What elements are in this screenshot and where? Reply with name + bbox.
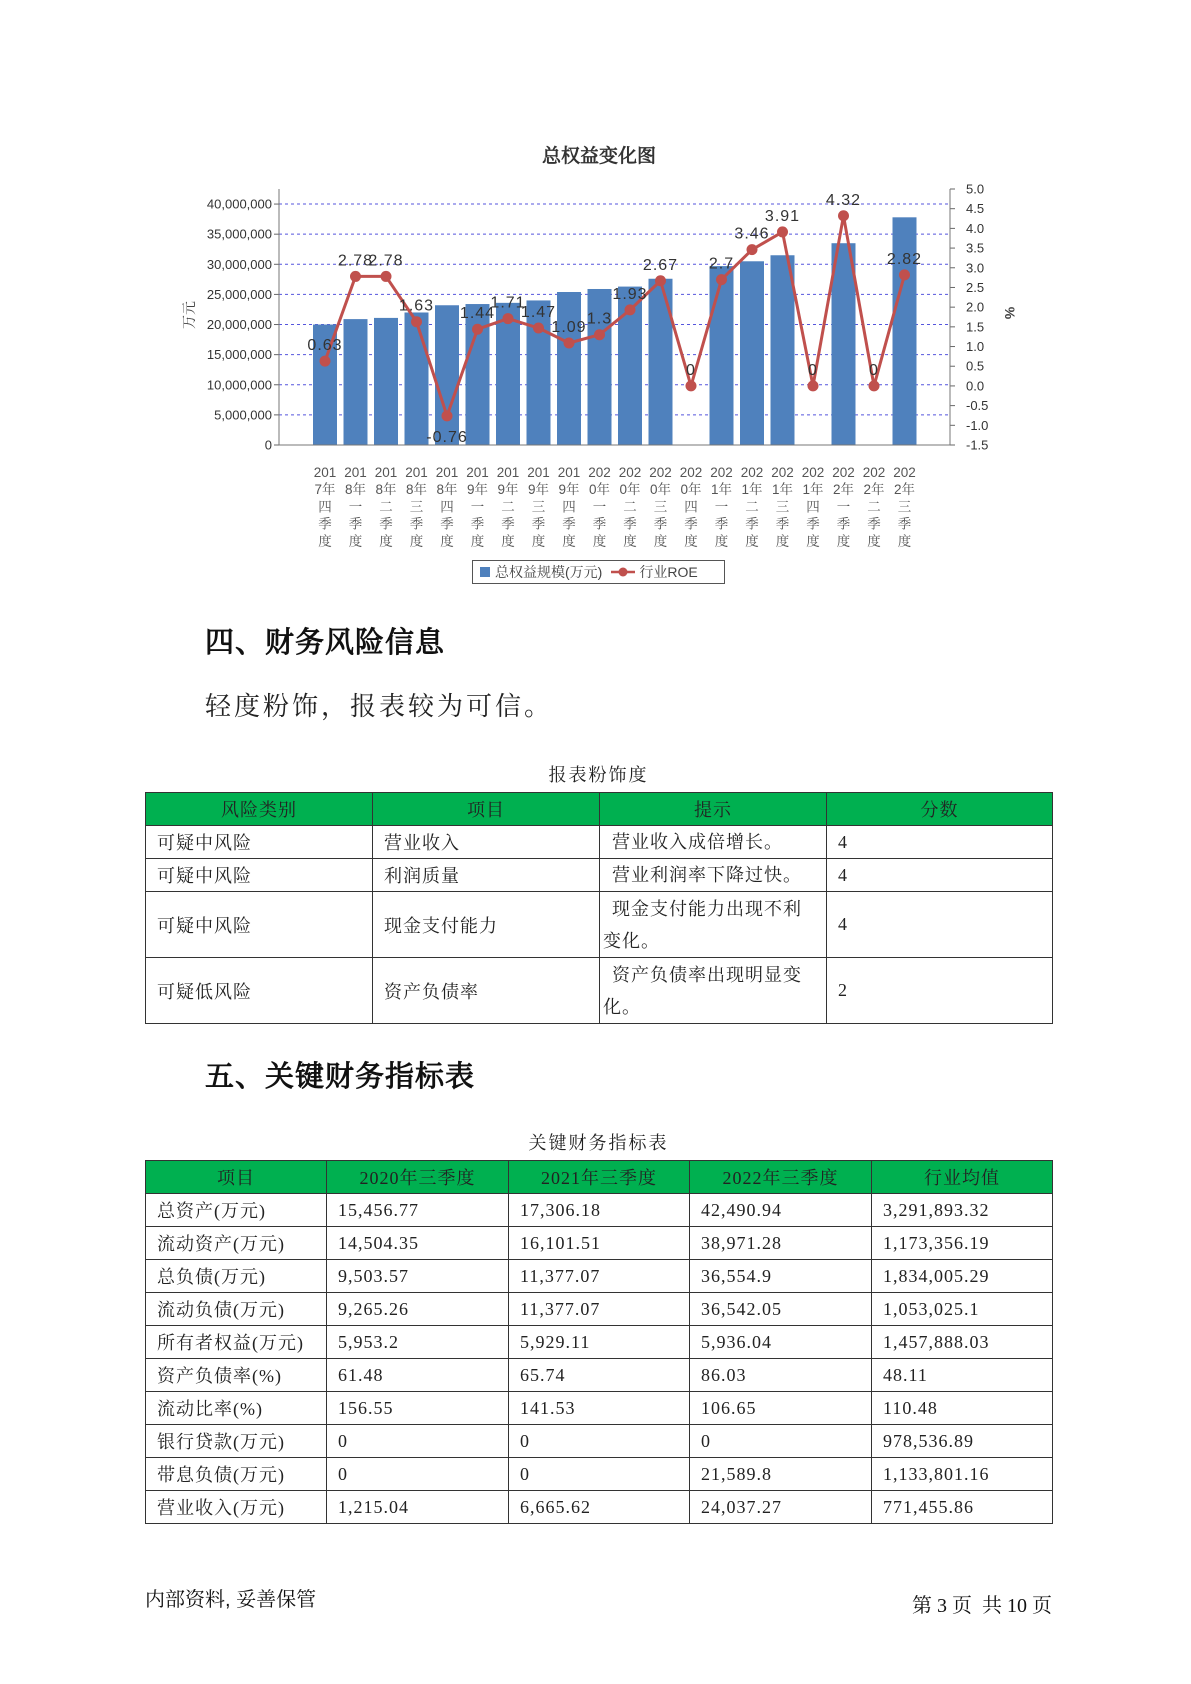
metric-name-cell: 流动比率(%): [146, 1392, 327, 1425]
risk-summary: 轻度粉饰，报表较为可信。: [205, 692, 554, 721]
y2-tick-label: 4.0: [966, 220, 985, 236]
roe-point-10: [594, 329, 605, 340]
roe-label-14: 2.7: [708, 255, 735, 273]
roe-point-20: [899, 269, 910, 280]
x-tick-label: 202 2年二季度: [862, 465, 886, 549]
risk-score-cell: 4: [827, 859, 1053, 892]
roe-label-19: 0: [869, 361, 879, 379]
y2-tick-label: 1.0: [966, 339, 985, 355]
metric-value-cell: 86.03: [690, 1359, 872, 1392]
risk-score-cell: 4: [827, 892, 1053, 958]
y2-tick-label: -1.5: [966, 437, 989, 453]
metric-value-cell: 106.65: [690, 1392, 872, 1425]
roe-point-12: [655, 275, 666, 286]
roe-label-11: 1.93: [612, 285, 648, 303]
roe-point-15: [747, 244, 758, 255]
metric-value-cell: 156.55: [327, 1392, 509, 1425]
y2-axis-title: %: [1002, 306, 1018, 320]
table-header-row: [146, 793, 1053, 826]
metric-value-cell: 36,554.9: [690, 1260, 872, 1293]
metric-value-cell: 6,665.62: [509, 1491, 690, 1524]
risk-category-cell: 可疑低风险: [146, 958, 373, 1024]
metric-value-cell: 14,504.35: [327, 1227, 509, 1260]
chart-data-labels: [307, 192, 922, 446]
metric-value-cell: 5,929.11: [509, 1326, 690, 1359]
roe-label-8: 1.47: [520, 304, 557, 322]
bar-7: [496, 303, 520, 445]
column-header: 项目: [373, 793, 600, 826]
table-row: [146, 1227, 1053, 1260]
y2-tick-label: 2.0: [966, 299, 985, 315]
x-tick-label: 202 1年二季度: [740, 465, 764, 549]
metric-value-cell: 0: [327, 1425, 509, 1458]
metric-value-cell: 5,936.04: [690, 1326, 872, 1359]
table-row: [146, 826, 1053, 859]
risk-table-caption: 报表粉饰度: [548, 765, 649, 785]
roe-point-9: [564, 337, 575, 348]
bar-16: [771, 255, 795, 445]
metric-value-cell: 65.74: [509, 1359, 690, 1392]
roe-label-17: 0: [808, 361, 818, 379]
y-tick-label: 20,000,000: [206, 317, 272, 333]
table-row: [146, 1260, 1053, 1293]
table-row: [146, 1194, 1053, 1227]
roe-point-11: [625, 304, 636, 315]
metric-value-cell: 0: [327, 1458, 509, 1491]
table-row: [146, 859, 1053, 892]
y2-tick-label: 3.0: [966, 260, 985, 276]
metrics-table-caption: 关键财务指标表: [528, 1133, 669, 1153]
table-row: [146, 1392, 1053, 1425]
metric-value-cell: 15,456.77: [327, 1194, 509, 1227]
bar-14: [710, 266, 734, 445]
roe-point-1: [320, 356, 331, 367]
section-heading-risk: 四、财务风险信息: [205, 627, 446, 659]
metric-value-cell: 141.53: [509, 1392, 690, 1425]
section-heading-metrics: 五、关键财务指标表: [205, 1061, 476, 1093]
x-tick-label: 202 1年一季度: [710, 465, 733, 549]
risk-item-cell: 营业收入: [373, 826, 600, 859]
table-row: [146, 1458, 1053, 1491]
roe-point-13: [686, 380, 697, 391]
y2-tick-label: 3.5: [966, 240, 985, 256]
roe-label-7: 1.71: [490, 294, 526, 312]
table-row: [146, 1425, 1053, 1458]
column-header: 项目: [146, 1161, 327, 1194]
table-row: [146, 1293, 1053, 1326]
metric-value-cell: 9,503.57: [327, 1260, 509, 1293]
roe-point-17: [808, 380, 819, 391]
y-tick-label: 30,000,000: [206, 256, 272, 272]
roe-point-5: [442, 410, 453, 421]
column-header: 分数: [827, 793, 1053, 826]
chart-legend: [472, 560, 725, 584]
x-tick-label: 201 9年三季度: [527, 465, 550, 549]
x-tick-label: 202 2年一季度: [832, 465, 855, 549]
x-tick-label: 202 1年三季度: [771, 465, 794, 549]
chart-title: 总权益变化图: [541, 146, 656, 167]
table-row: [146, 958, 1053, 1024]
roe-point-8: [533, 323, 544, 334]
bar-15: [740, 261, 764, 445]
x-tick-label: 201 9年二季度: [496, 465, 520, 549]
metric-value-cell: 0: [509, 1458, 690, 1491]
x-tick-label: 201 8年四季度: [435, 465, 459, 549]
legend-bar-swatch: [480, 567, 490, 577]
metric-value-cell: 1,834,005.29: [872, 1260, 1053, 1293]
column-header: 2022年三季度: [690, 1161, 872, 1194]
footer-confidential-note: 内部资料, 妥善保管: [145, 1589, 317, 1611]
legend-label-equity: 总权益规模(万元): [495, 564, 603, 580]
column-header: 行业均值: [872, 1161, 1053, 1194]
roe-point-16: [777, 226, 788, 237]
risk-hint-cell: 现金支付能力出现不利变化。: [600, 892, 827, 958]
metric-value-cell: 16,101.51: [509, 1227, 690, 1260]
metric-value-cell: 38,971.28: [690, 1227, 872, 1260]
roe-label-9: 1.09: [551, 318, 587, 336]
x-tick-label: 202 0年四季度: [679, 465, 703, 549]
y-tick-label: 5,000,000: [214, 407, 272, 423]
y-axis-title: 万元: [181, 301, 197, 329]
risk-category-cell: 可疑中风险: [146, 859, 373, 892]
roe-label-13: 0: [686, 361, 696, 379]
y-tick-label: 35,000,000: [206, 226, 272, 242]
roe-label-3: 2.78: [368, 252, 404, 270]
risk-hint-cell: 营业利润率下降过快。: [600, 859, 827, 892]
metric-value-cell: 3,291,893.32: [872, 1194, 1053, 1227]
metric-name-cell: 所有者权益(万元): [146, 1326, 327, 1359]
risk-item-cell: 资产负债率: [373, 958, 600, 1024]
roe-label-4: 1.63: [398, 297, 435, 315]
roe-label-2: 2.78: [337, 252, 374, 270]
metric-name-cell: 总资产(万元): [146, 1194, 327, 1227]
metric-value-cell: 1,173,356.19: [872, 1227, 1053, 1260]
column-header: 提示: [600, 793, 827, 826]
risk-table: [145, 792, 1053, 1024]
metric-value-cell: 48.11: [872, 1359, 1053, 1392]
y2-tick-label: 4.5: [966, 201, 985, 217]
metric-value-cell: 1,457,888.03: [872, 1326, 1053, 1359]
y2-tick-label: 0.0: [966, 378, 985, 394]
metric-name-cell: 资产负债率(%): [146, 1359, 327, 1392]
x-tick-label: 201 9年一季度: [466, 465, 489, 549]
y-tick-label: 10,000,000: [206, 377, 272, 393]
roe-point-19: [869, 380, 880, 391]
metric-value-cell: 1,215.04: [327, 1491, 509, 1524]
metric-value-cell: 1,053,025.1: [872, 1293, 1053, 1326]
roe-label-16: 3.91: [764, 207, 801, 225]
metric-value-cell: 17,306.18: [509, 1194, 690, 1227]
table-row: [146, 1359, 1053, 1392]
metric-name-cell: 总负债(万元): [146, 1260, 327, 1293]
risk-category-cell: 可疑中风险: [146, 826, 373, 859]
roe-point-3: [381, 271, 392, 282]
column-header: 2021年三季度: [509, 1161, 690, 1194]
x-tick-label: 201 8年二季度: [374, 465, 398, 549]
x-tick-label: 202 0年三季度: [649, 465, 672, 549]
metric-value-cell: 11,377.07: [509, 1293, 690, 1326]
metric-value-cell: 21,589.8: [690, 1458, 872, 1491]
roe-point-4: [411, 316, 422, 327]
metric-value-cell: 9,265.26: [327, 1293, 509, 1326]
metrics-table: [145, 1160, 1053, 1524]
metric-value-cell: 24,037.27: [690, 1491, 872, 1524]
bar-9: [557, 292, 581, 445]
metric-value-cell: 110.48: [872, 1392, 1053, 1425]
roe-label-12: 2.67: [642, 256, 679, 274]
roe-label-20: 2.82: [886, 250, 923, 268]
table-header-row: [146, 1161, 1053, 1194]
metric-value-cell: 0: [509, 1425, 690, 1458]
y2-tick-label: 2.5: [966, 279, 985, 295]
bar-4: [405, 312, 429, 445]
roe-label-6: 1.44: [459, 305, 496, 323]
y2-tick-label: -1.0: [966, 417, 989, 433]
y2-tick-label: 0.5: [966, 358, 985, 374]
metric-value-cell: 36,542.05: [690, 1293, 872, 1326]
metric-value-cell: 5,953.2: [327, 1326, 509, 1359]
bar-5: [435, 305, 459, 445]
metric-value-cell: 42,490.94: [690, 1194, 872, 1227]
roe-label-5: -0.76: [426, 428, 468, 446]
risk-score-cell: 2: [827, 958, 1053, 1024]
x-tick-label: 201 8年三季度: [405, 465, 428, 549]
table-row: [146, 892, 1053, 958]
metric-value-cell: 61.48: [327, 1359, 509, 1392]
metric-name-cell: 银行贷款(万元): [146, 1425, 327, 1458]
metric-name-cell: 营业收入(万元): [146, 1491, 327, 1524]
y-tick-label: 25,000,000: [206, 286, 272, 302]
legend-line-swatch: [610, 565, 636, 579]
roe-point-18: [838, 210, 849, 221]
roe-point-7: [503, 313, 514, 324]
y-tick-label: 0: [264, 437, 272, 453]
roe-point-6: [472, 324, 483, 335]
y2-tick-label: 1.5: [966, 319, 985, 335]
risk-hint-cell: 资产负债率出现明显变化。: [600, 958, 827, 1024]
x-tick-label: 201 9年四季度: [557, 465, 581, 549]
roe-label-1: 0.63: [307, 337, 343, 355]
x-tick-label: 201 7年四季度: [313, 465, 337, 549]
x-tick-label: 202 2年三季度: [893, 465, 916, 549]
metric-value-cell: 978,536.89: [872, 1425, 1053, 1458]
y-tick-label: 40,000,000: [206, 196, 272, 212]
roe-point-14: [716, 274, 727, 285]
metric-name-cell: 带息负债(万元): [146, 1458, 327, 1491]
risk-item-cell: 利润质量: [373, 859, 600, 892]
risk-item-cell: 现金支付能力: [373, 892, 600, 958]
metric-value-cell: 11,377.07: [509, 1260, 690, 1293]
roe-label-10: 1.3: [586, 310, 613, 328]
roe-label-18: 4.32: [825, 191, 862, 209]
bar-8: [527, 300, 551, 445]
y2-tick-label: 5.0: [966, 181, 985, 197]
metric-value-cell: 0: [690, 1425, 872, 1458]
footer-page-number: 第 3 页 共 10 页: [912, 1595, 1052, 1617]
bar-2: [344, 319, 368, 445]
risk-category-cell: 可疑中风险: [146, 892, 373, 958]
y-tick-label: 15,000,000: [206, 347, 272, 363]
metric-value-cell: 1,133,801.16: [872, 1458, 1053, 1491]
x-tick-label: 202 0年一季度: [588, 465, 611, 549]
bar-3: [374, 318, 398, 445]
metric-name-cell: 流动资产(万元): [146, 1227, 327, 1260]
metric-value-cell: 771,455.86: [872, 1491, 1053, 1524]
bar-18: [832, 243, 856, 445]
x-tick-label: 202 1年四季度: [801, 465, 825, 549]
risk-hint-cell: 营业收入成倍增长。: [600, 826, 827, 859]
table-row: [146, 1326, 1053, 1359]
equity-roe-chart: [0, 0, 1191, 556]
x-tick-label: 202 0年二季度: [618, 465, 642, 549]
x-tick-label: 201 8年一季度: [344, 465, 367, 549]
metric-name-cell: 流动负债(万元): [146, 1293, 327, 1326]
column-header: 风险类别: [146, 793, 373, 826]
risk-score-cell: 4: [827, 826, 1053, 859]
bar-12: [649, 279, 673, 445]
legend-label-roe: 行业ROE: [639, 564, 698, 580]
roe-point-2: [350, 271, 361, 282]
roe-label-15: 3.46: [734, 225, 770, 243]
column-header: 2020年三季度: [327, 1161, 509, 1194]
table-row: [146, 1491, 1053, 1524]
y2-tick-label: -0.5: [966, 398, 989, 414]
